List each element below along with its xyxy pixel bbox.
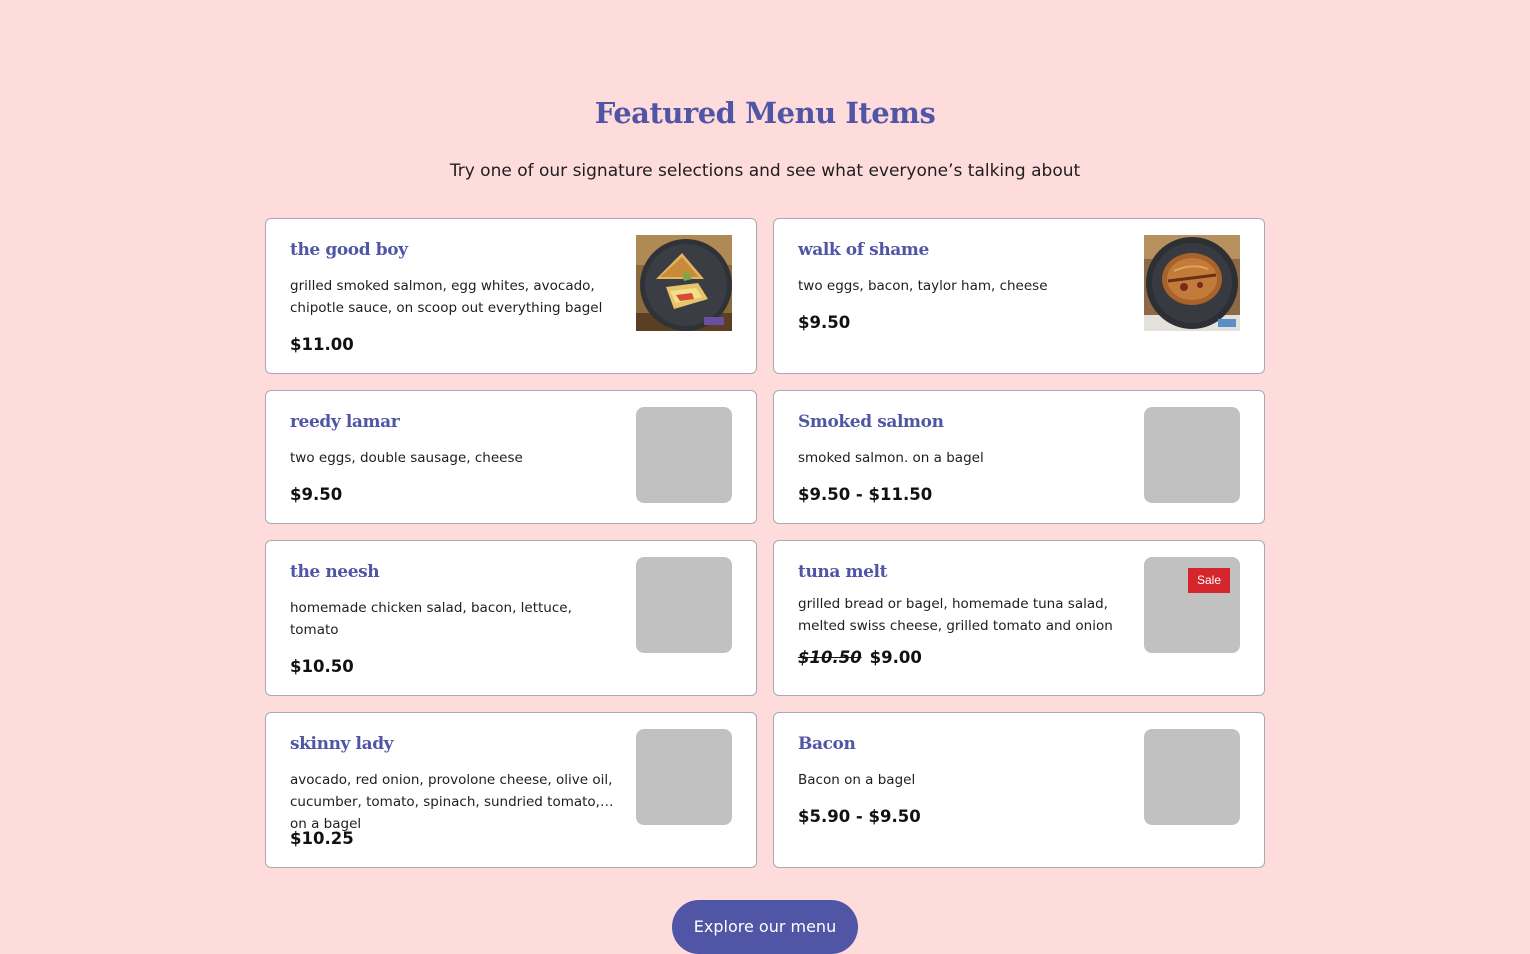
original-price: $10.50 [798, 648, 862, 667]
menu-card-the-good-boy[interactable] [265, 218, 757, 374]
image-placeholder[interactable] [1144, 729, 1240, 825]
item-description: grilled bread or bagel, homemade tuna salad, melted swiss cheese, grilled tomato and onion [798, 596, 1113, 634]
item-name[interactable]: Smoked salmon [798, 412, 944, 432]
section-title: Featured Menu Items [594, 96, 936, 130]
menu-card-text [290, 411, 620, 506]
image-placeholder[interactable] [1144, 407, 1240, 503]
sandwich-photo[interactable] [1144, 235, 1240, 331]
section-subtitle: Try one of our signature selections and see what everyone’s talking about [449, 161, 1081, 181]
item-description: homemade chicken salad, bacon, lettuce, tomato [290, 600, 572, 638]
item-name[interactable]: the neesh [290, 562, 380, 582]
image-placeholder[interactable] [636, 729, 732, 825]
sandwich-photo[interactable] [636, 235, 732, 331]
sale-price: $9.00 [869, 648, 922, 667]
sandwich-photo-illustration [636, 235, 732, 331]
item-description: two eggs, double sausage, cheese [290, 450, 523, 466]
menu-card-text [798, 561, 1128, 669]
item-name[interactable]: reedy lamar [290, 412, 400, 432]
menu-card-reedy-lamar[interactable] [265, 390, 757, 524]
item-price: $11.00 [290, 335, 354, 354]
menu-card-walk-of-shame[interactable] [773, 218, 1265, 374]
item-name[interactable]: the good boy [290, 240, 408, 260]
item-description: smoked salmon. on a bagel [798, 450, 984, 466]
image-placeholder[interactable] [636, 557, 732, 653]
item-description: avocado, red onion, provolone cheese, olive oil, cucumber, tomato, spinach, sundried tomato, on a bagel [290, 772, 613, 832]
menu-card-text [290, 561, 620, 678]
menu-card-bacon[interactable] [773, 712, 1265, 868]
item-price: $9.50 [798, 313, 851, 332]
menu-card-smoked-salmon[interactable] [773, 390, 1265, 524]
sandwich-photo-illustration [1144, 235, 1240, 331]
menu-card-the-neesh[interactable] [265, 540, 757, 696]
item-name[interactable]: skinny lady [290, 734, 394, 754]
explore-menu-button[interactable]: Explore our menu [672, 900, 858, 954]
sale-badge: Sale [1188, 568, 1230, 593]
image-placeholder[interactable] [636, 407, 732, 503]
menu-card-text [290, 239, 620, 356]
menu-card-text [798, 733, 1128, 828]
menu-card-tuna-melt[interactable] [773, 540, 1265, 696]
menu-card-skinny-lady[interactable] [265, 712, 757, 868]
item-name[interactable]: Bacon [798, 734, 856, 754]
menu-card-text [290, 733, 620, 850]
item-price: $9.50 [290, 485, 343, 504]
item-description: grilled smoked salmon, egg whites, avocado, chipotle sauce, on scoop out everything bagel [290, 278, 603, 316]
item-price: $9.50 - $11.50 [798, 485, 933, 504]
item-price: $10.25 [290, 829, 354, 848]
item-price: $5.90 - $9.50 [798, 807, 921, 826]
item-description: Bacon on a bagel [798, 772, 916, 788]
menu-grid [265, 218, 1265, 868]
menu-card-text [798, 411, 1128, 506]
item-name[interactable]: walk of shame [798, 240, 929, 260]
item-price: $10.50 [290, 657, 354, 676]
item-description: two eggs, bacon, taylor ham, cheese [798, 278, 1048, 294]
item-price [798, 647, 1128, 669]
menu-card-text [798, 239, 1128, 334]
item-name[interactable]: tuna melt [798, 562, 888, 582]
